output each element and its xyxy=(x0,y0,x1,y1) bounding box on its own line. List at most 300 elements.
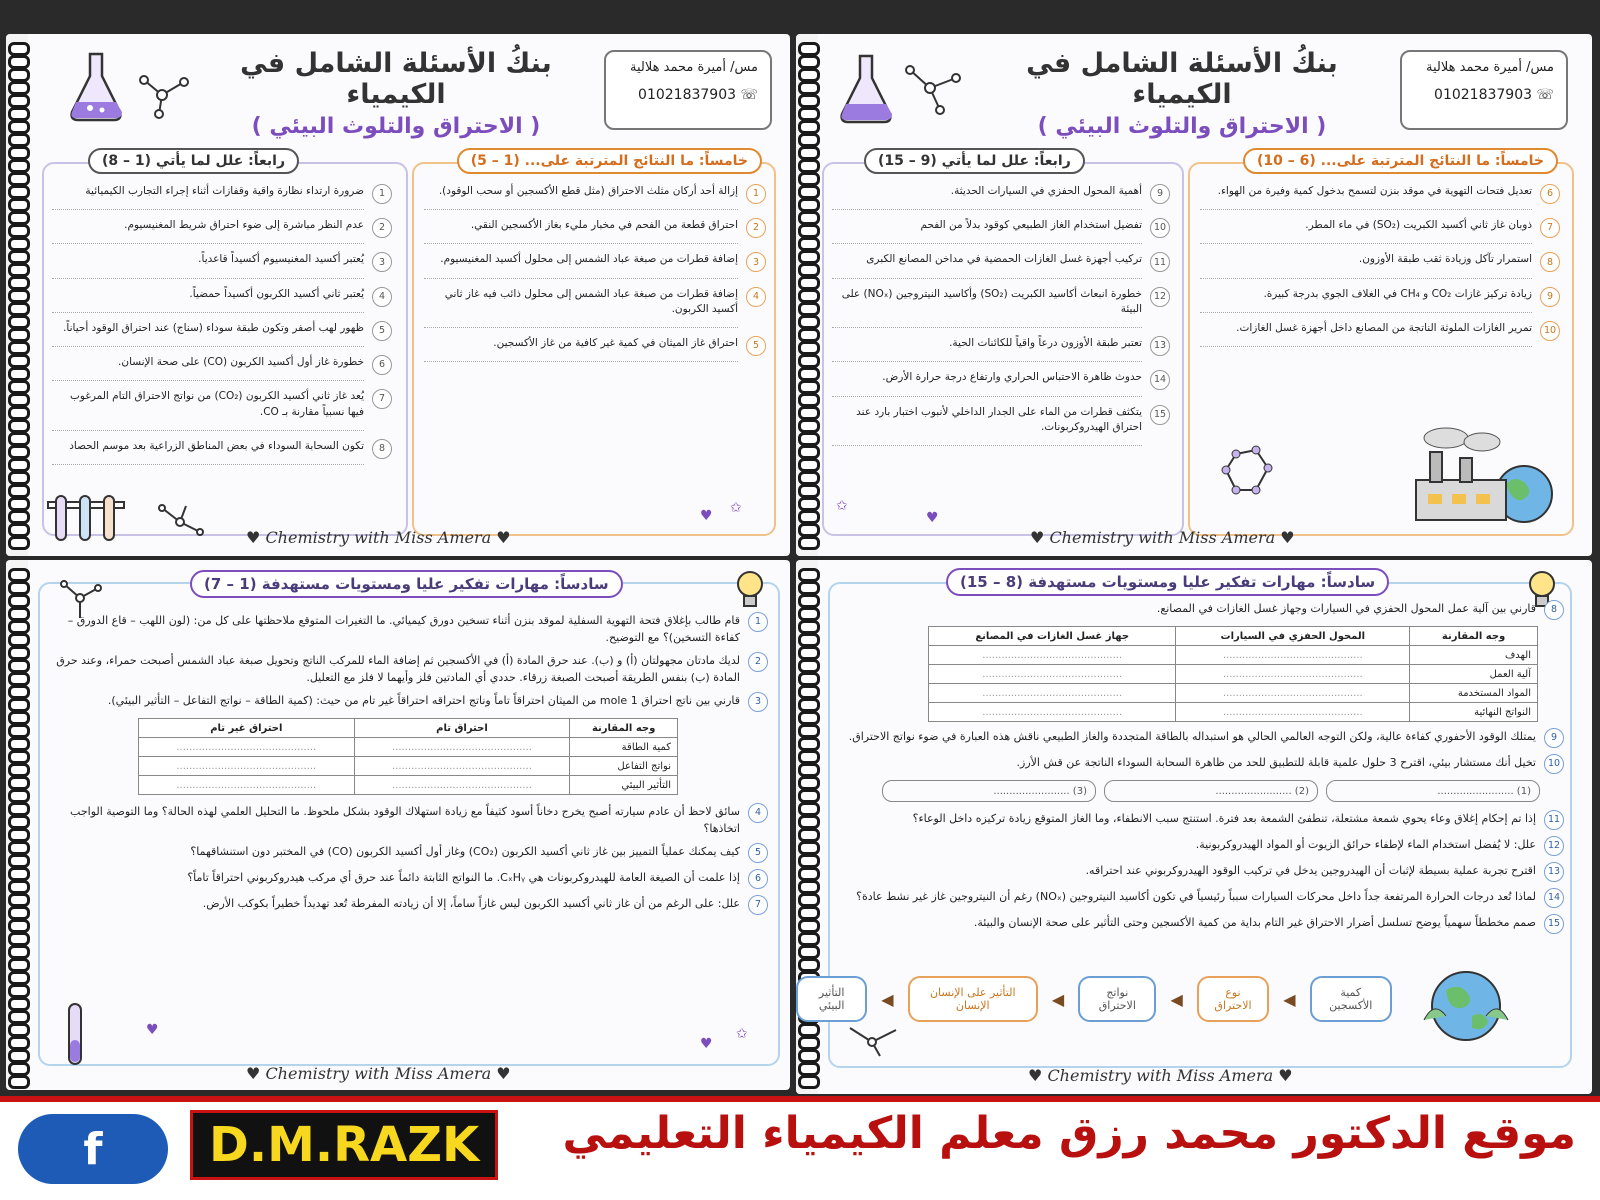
list-item: 1 قام طالب بإغلاق فتحة التهوية السفلية لموقد بنزن أثناء تسخين دورق كيميائي. ما التغيرات المتوقع ملاحظتها على كل من: (لون اللهب – قاع الدورق – كفاءة التسخين)؟ مع التوضيح. xyxy=(52,612,768,646)
binding-ring xyxy=(8,997,30,1011)
binding-ring xyxy=(8,906,30,920)
question-text: استمرار تآكل وزيادة ثقب طبقة الأوزون. xyxy=(1200,252,1532,278)
footer-signature: ♥ Chemistry with Miss Amera ♥ xyxy=(1030,528,1295,547)
star-icon: ✩ xyxy=(736,1026,748,1042)
binding-ring xyxy=(8,55,30,69)
page-subtitle: ( الاحتراق والتلوث البيئي ) xyxy=(1037,114,1327,139)
binding-ring xyxy=(8,146,30,160)
binding-ring xyxy=(8,763,30,777)
binding-ring xyxy=(8,536,30,550)
binding-ring xyxy=(798,737,820,751)
section-5-title: خامساً: ما النتائج المترتبة على... (6 – 10) xyxy=(1243,148,1558,174)
footer-signature: ♥ Chemistry with Miss Amera ♥ xyxy=(246,1064,511,1083)
question-number: 7 xyxy=(372,389,392,409)
list-item xyxy=(52,184,392,210)
question-text: تعديل فتحات التهوية في موقد بنزن لتسمح بدخول كمية وفيرة من الهواء. xyxy=(1200,184,1532,210)
binding-ring xyxy=(8,568,30,582)
binding-ring xyxy=(8,510,30,524)
list-item xyxy=(424,184,766,210)
binding-ring xyxy=(8,659,30,673)
binding-ring xyxy=(798,185,820,199)
test-tube-icon xyxy=(60,1000,90,1070)
question-number: 6 xyxy=(372,355,392,375)
binding-ring xyxy=(8,854,30,868)
question-number: 13 xyxy=(1150,336,1170,356)
binding-ring xyxy=(8,1010,30,1024)
binding-ring xyxy=(8,620,30,634)
section-5-title: خامساً: ما النتائج المترتبة على... (1 – 5) xyxy=(457,148,762,174)
binding-ring xyxy=(8,776,30,790)
list-item: 7 علل: على الرغم من أن غاز ثاني أكسيد الكربون ليس غازاً ساماً، إلا أن زيادته المفرطة تُعد تهديداً خطيراً بكوكب الأرض. xyxy=(52,895,768,915)
binding-ring xyxy=(798,432,820,446)
arrow-left-icon: ◀ xyxy=(1283,989,1296,1009)
binding-ring xyxy=(8,263,30,277)
binding-ring xyxy=(798,607,820,621)
question-number: 9 xyxy=(1150,184,1170,204)
binding-ring xyxy=(8,815,30,829)
binding-ring xyxy=(798,497,820,511)
flow-box: نواتج الاحتراق xyxy=(1078,976,1156,1022)
binding-ring xyxy=(798,906,820,920)
list-item xyxy=(52,355,392,381)
binding-ring xyxy=(8,1049,30,1063)
binding-ring xyxy=(8,711,30,725)
binding-ring xyxy=(798,815,820,829)
binding-ring xyxy=(798,659,820,673)
earth-icon xyxy=(1416,960,1516,1050)
arrow-left-icon: ◀ xyxy=(881,989,894,1009)
binding-ring xyxy=(8,302,30,316)
flask-icon xyxy=(66,46,126,126)
comparison-table-wrap xyxy=(842,626,1538,722)
binding-ring xyxy=(798,945,820,959)
answer-box[interactable]: (2) ........................ xyxy=(1104,780,1318,802)
table-header: احتراق غير تام xyxy=(139,719,355,738)
binding-ring xyxy=(798,458,820,472)
binding-ring xyxy=(8,1036,30,1050)
binding-ring xyxy=(798,893,820,907)
section-4-title: رابعاً: علل لما يأتي (1 – 8) xyxy=(88,148,299,174)
site-banner xyxy=(0,1096,1600,1200)
binding-ring xyxy=(798,367,820,381)
binding-ring xyxy=(8,685,30,699)
hots-list xyxy=(52,612,768,921)
question-number: 2 xyxy=(746,218,766,238)
heart-icon: ♥ xyxy=(146,1022,159,1038)
comparison-table-wrap xyxy=(52,718,678,795)
question-text: احتراق غاز الميثان في كمية غير كافية من غاز الأكسجين. xyxy=(424,336,738,362)
binding-ring xyxy=(798,133,820,147)
binding-ring xyxy=(8,672,30,686)
binding-rings xyxy=(6,34,28,556)
binding-ring xyxy=(8,68,30,82)
binding-ring xyxy=(8,737,30,751)
hexagon-molecule-icon xyxy=(1216,444,1286,504)
table-header: وجه المقارنة xyxy=(1410,627,1538,646)
table-header: وجه المقارنة xyxy=(570,719,678,738)
binding-ring xyxy=(8,315,30,329)
page-title: بنكُ الأسئلة الشامل في الكيمياء xyxy=(240,48,552,110)
section-6-title: سادساً: مهارات تفكير عليا ومستويات مستهدفة (8 – 15) xyxy=(946,568,1389,596)
list-item xyxy=(52,321,392,347)
question-text: ظهور لهب أصفر وتكون طبقة سوداء (سناج) عند احتراق الوقود أحياناً. xyxy=(52,321,364,347)
list-item xyxy=(424,218,766,244)
phone-icon: ☏ xyxy=(740,87,758,103)
binding-ring xyxy=(798,146,820,160)
binding-ring xyxy=(798,211,820,225)
binding-ring xyxy=(8,523,30,537)
question-number: 3 xyxy=(746,252,766,272)
banner-title: موقع الدكتور محمد رزق معلم الكيمياء التعليمي xyxy=(562,1108,1576,1159)
factory-pollution-icon xyxy=(1406,424,1556,524)
footer-signature: ♥ Chemistry with Miss Amera ♥ xyxy=(1028,1066,1293,1085)
arrow-left-icon: ◀ xyxy=(1051,989,1065,1009)
question-number: 1 xyxy=(746,184,766,204)
test-tubes-icon xyxy=(46,494,126,544)
question-text: تركيب أجهزة غسل الغازات الحمضية في مداخن المصانع الكبرى xyxy=(832,252,1142,278)
brand-logo: D.M.RAZK xyxy=(190,1110,498,1180)
list-item xyxy=(1200,218,1560,244)
binding-ring xyxy=(8,341,30,355)
binding-ring xyxy=(798,354,820,368)
list-item: 5 كيف يمكنك عملياً التمييز بين غاز ثاني أكسيد الكربون (CO₂) وغاز أول أكسيد الكربون (CO) في المختبر دون استنشاقهما؟ xyxy=(52,843,768,863)
binding-ring xyxy=(8,607,30,621)
binding-ring xyxy=(8,984,30,998)
list-item xyxy=(424,336,766,362)
star-icon: ✩ xyxy=(730,500,742,516)
binding-ring xyxy=(798,1036,820,1050)
binding-ring xyxy=(798,568,820,582)
question-text: خطورة انبعاث أكاسيد الكبريت (SO₂) وأكاسيد النيتروجين (NOₓ) على البيئة xyxy=(832,287,1142,328)
section-6-title: سادساً: مهارات تفكير عليا ومستويات مستهدفة (1 – 7) xyxy=(190,570,623,598)
binding-ring xyxy=(798,880,820,894)
list-item: 15 صمم مخططاً سهمياً يوضح تسلسل أضرار الاحتراق غير التام بداية من كمية الأكسجين وحتى التأثير على صحة الإنسان والبيئة. xyxy=(842,914,1564,934)
question-text: تفضيل استخدام الغاز الطبيعي كوقود بدلاً من الفحم xyxy=(832,218,1142,244)
footer-text: Chemistry with Miss Amera xyxy=(265,1064,492,1083)
binding-ring xyxy=(798,523,820,537)
binding-ring xyxy=(798,646,820,660)
binding-ring xyxy=(798,289,820,303)
binding-rings xyxy=(796,34,818,556)
question-text: ذوبان غاز ثاني أكسيد الكبريت (SO₂) في ماء المطر. xyxy=(1200,218,1532,244)
footer-signature: ♥ Chemistry with Miss Amera ♥ xyxy=(246,528,511,547)
question-text: احتراق قطعة من الفحم في مخبار مليء بغاز الأكسجين النقي. xyxy=(424,218,738,244)
binding-ring xyxy=(798,510,820,524)
list-item xyxy=(52,389,392,430)
binding-rings xyxy=(6,560,28,1090)
binding-ring xyxy=(8,120,30,134)
teacher-info xyxy=(1400,50,1568,130)
question-text: يُعد غاز ثاني أكسيد الكربون (CO₂) من نواتج الاحتراق التام المرغوب فيها نسبياً مقارنة بـ CO. xyxy=(52,389,364,430)
binding-ring xyxy=(798,750,820,764)
page-subtitle: ( الاحتراق والتلوث البيئي ) xyxy=(251,114,541,139)
binding-ring xyxy=(8,594,30,608)
list-item xyxy=(1200,184,1560,210)
binding-ring xyxy=(8,1062,30,1076)
lightbulb-icon xyxy=(732,566,768,612)
list-item: 13 اقترح تجربة عملية بسيطة لإثبات أن الهيدروجين يدخل في تركيب الوقود الهيدروكربوني عند احتراقه. xyxy=(842,862,1564,882)
question-number: 15 xyxy=(1150,405,1170,425)
binding-ring xyxy=(8,581,30,595)
list-item: 10 تخيل أنك مستشار بيئي، اقترح 3 حلول علمية قابلة للتطبيق للحد من ظاهرة السحابة السوداء الناتجة عن قش الأرز. xyxy=(842,754,1564,774)
question-number: 4 xyxy=(372,287,392,307)
table-row: المواد المستخدمة ............................................ ............................................ xyxy=(929,684,1538,703)
binding-ring xyxy=(798,172,820,186)
list-item xyxy=(832,405,1170,446)
binding-ring xyxy=(8,1023,30,1037)
binding-ring xyxy=(798,419,820,433)
binding-ring xyxy=(8,484,30,498)
binding-ring xyxy=(8,94,30,108)
list-item: 3 قارني بين ناتج احتراق 1 mole من الميثان احتراقاً تاماً وناتج احتراقه احتراقاً غير تام من حيث: (كمية الطاقة – نواتج التفاعل – التأثير البيئي). xyxy=(52,692,768,712)
binding-ring xyxy=(798,698,820,712)
answer-boxes xyxy=(842,780,1540,802)
hots-list xyxy=(842,600,1564,940)
footer-text: Chemistry with Miss Amera xyxy=(265,528,492,547)
binding-ring xyxy=(798,841,820,855)
question-text: عدم النظر مباشرة إلى ضوء احتراق شريط المغنيسيوم. xyxy=(52,218,364,244)
binding-ring xyxy=(798,42,820,56)
question-text: إضافة قطرات من صبغة عباد الشمس إلى محلول ذائب فيه غاز ثاني أكسيد الكربون. xyxy=(424,287,738,328)
binding-ring xyxy=(8,932,30,946)
question-number: 5 xyxy=(746,336,766,356)
table-row: نواتج التفاعل ............................................ ............................................ xyxy=(139,757,678,776)
binding-ring xyxy=(798,536,820,550)
binding-ring xyxy=(798,393,820,407)
list-item xyxy=(1200,321,1560,347)
question-text: يتكثف قطرات من الماء على الجدار الداخلي لأنبوب اختبار بارد عند احتراق الهيدروكربونات. xyxy=(832,405,1142,446)
question-text: تعتبر طبقة الأوزون درعاً واقياً للكائنات الحية. xyxy=(832,336,1142,362)
binding-ring xyxy=(8,107,30,121)
list-item: 8 قارني بين آلية عمل المحول الحفزي في السيارات وجهاز غسل الغازات في المصانع. xyxy=(842,600,1564,620)
comparison-table xyxy=(138,718,678,795)
binding-ring xyxy=(8,133,30,147)
binding-ring xyxy=(798,776,820,790)
binding-ring xyxy=(798,1062,820,1076)
flowchart xyxy=(796,976,1392,1022)
binding-ring xyxy=(798,120,820,134)
binding-ring xyxy=(798,224,820,238)
question-number: 10 xyxy=(1540,321,1560,341)
binding-ring xyxy=(8,633,30,647)
binding-ring xyxy=(798,958,820,972)
binding-ring xyxy=(798,484,820,498)
page-top-left xyxy=(6,34,790,556)
binding-ring xyxy=(798,932,820,946)
list-item: 6 إذا علمت أن الصيغة العامة للهيدروكربونات هي CₓHᵧ. ما النواتج الثابتة دائماً عند حرق أي مركب هيدروكربوني احتراقاً تاماً؟ xyxy=(52,869,768,889)
page-top-right xyxy=(796,34,1592,556)
table-header: المحول الحفزي في السيارات xyxy=(1176,627,1410,646)
phone-number: 01021837903 xyxy=(1434,87,1533,103)
question-number: 3 xyxy=(372,252,392,272)
flow-box: نوع الاحتراق xyxy=(1197,976,1269,1022)
binding-ring xyxy=(798,237,820,251)
binding-ring xyxy=(798,341,820,355)
binding-ring xyxy=(798,302,820,316)
answer-box[interactable]: (1) ........................ xyxy=(1326,780,1540,802)
table-row: النواتج النهائية ............................................ ............................................ xyxy=(929,703,1538,722)
question-text: ضرورة ارتداء نظارة واقية وقفازات أثناء إجراء التجارب الكيميائية xyxy=(52,184,364,210)
facebook-icon[interactable]: f xyxy=(18,1114,168,1184)
binding-ring xyxy=(8,958,30,972)
binding-ring xyxy=(8,406,30,420)
binding-ring xyxy=(8,445,30,459)
binding-ring xyxy=(8,276,30,290)
reasons-list xyxy=(52,184,392,473)
binding-ring xyxy=(8,289,30,303)
binding-ring xyxy=(798,763,820,777)
binding-ring xyxy=(8,841,30,855)
binding-ring xyxy=(8,893,30,907)
binding-ring xyxy=(8,750,30,764)
page-heading xyxy=(982,48,1382,139)
table-row: كمية الطاقة ............................................ ............................................ xyxy=(139,738,678,757)
binding-ring xyxy=(8,724,30,738)
list-item xyxy=(424,287,766,328)
binding-ring xyxy=(798,1023,820,1037)
question-text: إزالة أحد أركان مثلث الاحتراق (مثل قطع الأكسجين أو سحب الوقود). xyxy=(424,184,738,210)
question-number: 9 xyxy=(1540,287,1560,307)
teacher-name: مس/ أميرة محمد هلالية xyxy=(1426,60,1554,75)
question-number: 5 xyxy=(372,321,392,341)
page-bottom-right xyxy=(796,560,1592,1094)
binding-ring xyxy=(798,854,820,868)
binding-ring xyxy=(8,471,30,485)
teacher-info xyxy=(604,50,772,130)
binding-ring xyxy=(8,42,30,56)
question-text: إضافة قطرات من صبغة عباد الشمس إلى محلول أكسيد المغنيسيوم. xyxy=(424,252,738,278)
list-item xyxy=(1200,252,1560,278)
binding-ring xyxy=(8,646,30,660)
binding-ring xyxy=(798,711,820,725)
binding-ring xyxy=(8,458,30,472)
binding-ring xyxy=(8,185,30,199)
table-header: احتراق تام xyxy=(354,719,570,738)
question-number: 6 xyxy=(1540,184,1560,204)
flow-box: التأثير على الإنسان الإنسان xyxy=(908,976,1038,1022)
results-list xyxy=(424,184,766,370)
binding-ring xyxy=(798,276,820,290)
binding-ring xyxy=(798,867,820,881)
list-item: 4 سائق لاحظ أن عادم سيارته أصبح يخرج دخاناً أسود كثيفاً مع زيادة استهلاك الوقود بشكل ملحوظ. ما التحليل العلمي لهذه الحالة؟ وما التوصية الواجب اتخاذها؟ xyxy=(52,803,768,837)
page-bottom-left xyxy=(6,560,790,1090)
list-item xyxy=(832,184,1170,210)
question-number: 8 xyxy=(372,439,392,459)
list-item: 12 علل: لا يُفضل استخدام الماء لإطفاء حرائق الزيوت أو المواد الهيدروكربونية. xyxy=(842,836,1564,856)
binding-ring xyxy=(798,55,820,69)
binding-ring xyxy=(798,1049,820,1063)
binding-ring xyxy=(8,354,30,368)
binding-ring xyxy=(8,828,30,842)
list-item xyxy=(832,370,1170,396)
question-text: حدوث ظاهرة الاحتباس الحراري وارتفاع درجة حرارة الأرض. xyxy=(832,370,1142,396)
teacher-name: مس/ أميرة محمد هلالية xyxy=(630,60,758,75)
binding-ring xyxy=(8,419,30,433)
binding-ring xyxy=(8,880,30,894)
binding-ring xyxy=(8,211,30,225)
binding-ring xyxy=(8,81,30,95)
binding-ring xyxy=(798,406,820,420)
table-header: جهاز غسل الغازات في المصانع xyxy=(929,627,1176,646)
flow-box: كمية الأكسجين xyxy=(1310,976,1392,1022)
phone-icon: ☏ xyxy=(1536,87,1554,103)
reasons-list xyxy=(832,184,1170,454)
question-text: تمرير الغازات الملوثة الناتجة من المصانع داخل أجهزة غسل الغازات. xyxy=(1200,321,1532,347)
binding-ring xyxy=(8,237,30,251)
binding-ring xyxy=(8,367,30,381)
list-item xyxy=(52,252,392,278)
binding-ring xyxy=(798,471,820,485)
list-item: 14 لماذا تُعد درجات الحرارة المرتفعة جداً داخل محركات السيارات سبباً رئيسياً في تكون أكاسيد النيتروجين (NOₓ) رغم أن النيتروجين غاز غير نشط عادة؟ xyxy=(842,888,1564,908)
footer-text: Chemistry with Miss Amera xyxy=(1047,1066,1274,1085)
binding-ring xyxy=(8,919,30,933)
binding-ring xyxy=(798,68,820,82)
binding-ring xyxy=(798,1075,820,1089)
list-item xyxy=(832,287,1170,328)
binding-ring xyxy=(798,445,820,459)
binding-ring xyxy=(8,159,30,173)
binding-ring xyxy=(798,633,820,647)
flask-icon xyxy=(836,48,896,128)
binding-ring xyxy=(798,81,820,95)
question-number: 11 xyxy=(1150,252,1170,272)
phone-number: 01021837903 xyxy=(638,87,737,103)
binding-ring xyxy=(8,250,30,264)
question-text: تكون السحابة السوداء في بعض المناطق الزراعية بعد موسم الحصاد xyxy=(52,439,364,465)
teacher-phone xyxy=(618,87,758,103)
binding-ring xyxy=(798,620,820,634)
binding-ring xyxy=(8,789,30,803)
comparison-table xyxy=(928,626,1538,722)
binding-ring xyxy=(8,945,30,959)
binding-ring xyxy=(798,828,820,842)
list-item: 2 لديك مادتان مجهولتان (أ) و (ب). عند حرق المادة (أ) في الأكسجين ثم إضافة الماء للمركب الناتج وتحويل صبغة عباد الشمس أصبحت حمراء، وعند حرق المادة (ب) بنفس الطريقة أصبحت الصبغة زرقاء. حددي أي المادتين فلز وأيهما لا فلز مع التعليل. xyxy=(52,652,768,686)
molecule-icon xyxy=(134,70,194,120)
table-row: التأثير البيئي ............................................ ............................................ xyxy=(139,776,678,795)
teacher-phone xyxy=(1414,87,1554,103)
list-item: 9 يمتلك الوقود الأحفوري كفاءة عالية، ولكن التوجه العالمي الحالي هو استبداله بالطاقة المتجددة والغاز الطبيعي ناقش هذه العبارة في ضوء نواتج الاحتراق. xyxy=(842,728,1564,748)
list-item xyxy=(424,252,766,278)
binding-ring xyxy=(798,250,820,264)
question-number: 10 xyxy=(1150,218,1170,238)
list-item: 11 إذا تم إحكام إغلاق وعاء يحوي شمعة مشتعلة، تنطفئ الشمعة بعد فترة. استنتج سبب الانطفاء، وما الغاز المتوقع زيادة تركيزه داخل الوعاء؟ xyxy=(842,810,1564,830)
results-list xyxy=(1200,184,1560,355)
binding-ring xyxy=(798,685,820,699)
question-text: أهمية المحول الحفزي في السيارات الحديثة. xyxy=(832,184,1142,210)
list-item xyxy=(52,439,392,465)
binding-ring xyxy=(8,432,30,446)
page-heading xyxy=(196,48,596,139)
molecule-icon xyxy=(844,1020,904,1060)
binding-ring xyxy=(798,263,820,277)
binding-ring xyxy=(798,380,820,394)
binding-ring xyxy=(8,328,30,342)
binding-ring xyxy=(798,315,820,329)
arrow-left-icon: ◀ xyxy=(1170,989,1183,1009)
list-item xyxy=(52,218,392,244)
list-item xyxy=(52,287,392,313)
list-item xyxy=(832,218,1170,244)
question-number: 4 xyxy=(746,287,766,307)
list-item xyxy=(832,336,1170,362)
star-icon: ✩ xyxy=(836,498,848,514)
binding-ring xyxy=(798,107,820,121)
question-number: 7 xyxy=(1540,218,1560,238)
list-item xyxy=(832,252,1170,278)
binding-ring xyxy=(8,802,30,816)
answer-box[interactable]: (3) ........................ xyxy=(882,780,1096,802)
heart-icon: ♥ xyxy=(926,510,939,526)
